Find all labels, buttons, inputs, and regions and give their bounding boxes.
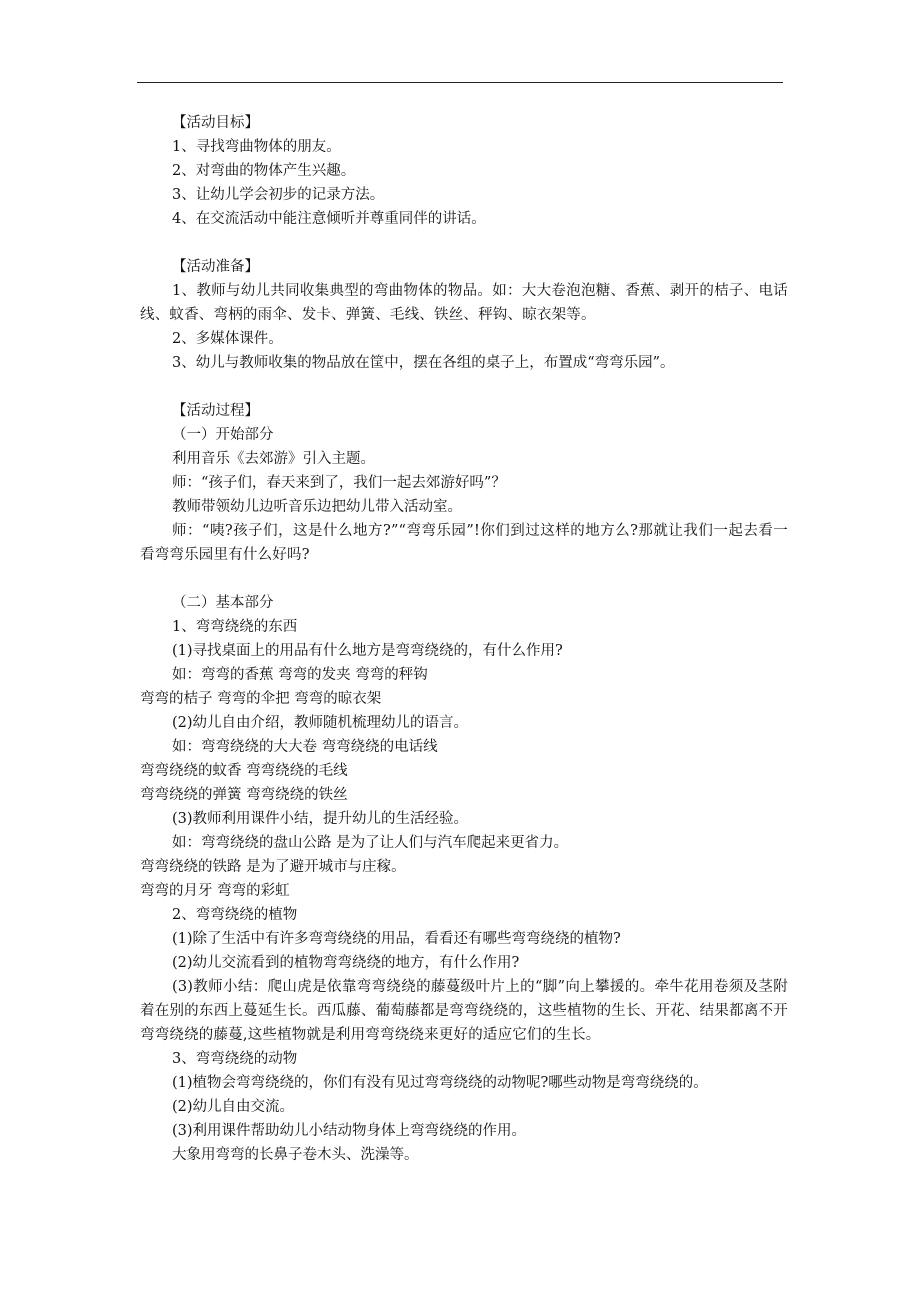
example-line: 弯弯绕绕的蚊香 弯弯绕绕的毛线: [140, 763, 348, 779]
process-line: (1)除了生活中有许多弯弯绕绕的用品，看看还有哪些弯弯绕绕的植物?: [172, 931, 621, 947]
process-line: 利用音乐《去郊游》引入主题。: [172, 451, 375, 467]
example-line: 如：弯弯的香蕉 弯弯的发夹 弯弯的秤钩: [172, 667, 428, 683]
process-line: (3)教师利用课件小结，提升幼儿的生活经验。: [172, 811, 469, 827]
section-heading-process: 【活动过程】: [172, 403, 259, 419]
example-line: 弯弯的月牙 弯弯的彩虹: [140, 883, 290, 899]
preparation-item: 2、多媒体课件。: [172, 331, 283, 347]
process-line: (2)幼儿自由交流。: [172, 1099, 295, 1115]
subsection-title: （一）开始部分: [172, 427, 274, 443]
example-line: 如：弯弯绕绕的大大卷 弯弯绕绕的电话线: [172, 739, 438, 755]
process-line: (2)幼儿自由介绍，教师随机梳理幼儿的语言。: [172, 715, 469, 731]
topic-title: 1、弯弯绕绕的东西: [172, 619, 298, 635]
topic-title: 2、弯弯绕绕的植物: [172, 907, 298, 923]
process-line: (1)植物会弯弯绕绕的，你们有没有见过弯弯绕绕的动物呢?哪些动物是弯弯绕绕的。: [172, 1075, 708, 1091]
example-line: 如：弯弯绕绕的盘山公路 是为了让人们与汽车爬起来更省力。: [172, 835, 569, 851]
section-gap: [140, 375, 788, 399]
example-line: 弯弯的桔子 弯弯的伞把 弯弯的晾衣架: [140, 691, 382, 707]
goal-item: 1、寻找弯曲物体的朋友。: [172, 139, 341, 155]
header-rule: [137, 82, 783, 83]
process-line: (3)利用课件帮助幼儿小结动物身体上弯弯绕绕的作用。: [172, 1123, 527, 1139]
goal-item: 2、对弯曲的物体产生兴趣。: [172, 163, 356, 179]
process-line: 教师带领幼儿边听音乐边把幼儿带入活动室。: [172, 499, 462, 515]
process-line: (3)教师小结：爬山虎是依靠弯弯绕绕的藤蔓级叶片上的“脚”向上攀援的。牵牛花用卷须及茎附着在别的东西上蔓延生长。西瓜藤、葡萄藤都是弯弯绕绕的，这些植物的生长、开花、结果都离不开弯弯绕绕的藤蔓,这些植物就是利用弯弯绕绕来更好的适应它们的生长。: [140, 979, 788, 1043]
process-line: 师：“咦?孩子们，这是什么地方?”“弯弯乐园”!你们到过这样的地方么?那就让我们一起去看一看弯弯乐园里有什么好吗?: [140, 523, 788, 563]
subsection-title: （二）基本部分: [172, 595, 274, 611]
process-line: 师：“孩子们，春天来到了，我们一起去郊游好吗”？: [172, 475, 506, 491]
example-line: 弯弯绕绕的弹簧 弯弯绕绕的铁丝: [140, 787, 348, 803]
section-gap: [140, 567, 788, 591]
section-heading-preparation: 【活动准备】: [172, 259, 259, 275]
process-line: (2)幼儿交流看到的植物弯弯绕绕的地方，有什么作用?: [172, 955, 520, 971]
topic-title: 3、弯弯绕绕的动物: [172, 1051, 298, 1067]
section-heading-goals: 【活动目标】: [172, 115, 259, 131]
preparation-item: 3、幼儿与教师收集的物品放在筐中，摆在各组的桌子上，布置成“弯弯乐园”。: [172, 355, 675, 371]
goal-item: 4、在交流活动中能注意倾听并尊重同伴的讲话。: [172, 211, 486, 227]
example-line: 弯弯绕绕的铁路 是为了避开城市与庄稼。: [140, 859, 406, 875]
goal-item: 3、让幼儿学会初步的记录方法。: [172, 187, 385, 203]
preparation-item: 1、教师与幼儿共同收集典型的弯曲物体的物品。如：大大卷泡泡糖、香蕉、剥开的桔子、电话线、蚊香、弯柄的雨伞、发卡、弹簧、毛线、铁丝、秤钩、晾衣架等。: [140, 283, 788, 323]
process-line: 大象用弯弯的长鼻子卷木头、洗澡等。: [172, 1147, 419, 1163]
process-line: (1)寻找桌面上的用品有什么地方是弯弯绕绕的，有什么作用?: [172, 643, 563, 659]
document-body: [140, 111, 788, 1167]
section-gap: [140, 231, 788, 255]
